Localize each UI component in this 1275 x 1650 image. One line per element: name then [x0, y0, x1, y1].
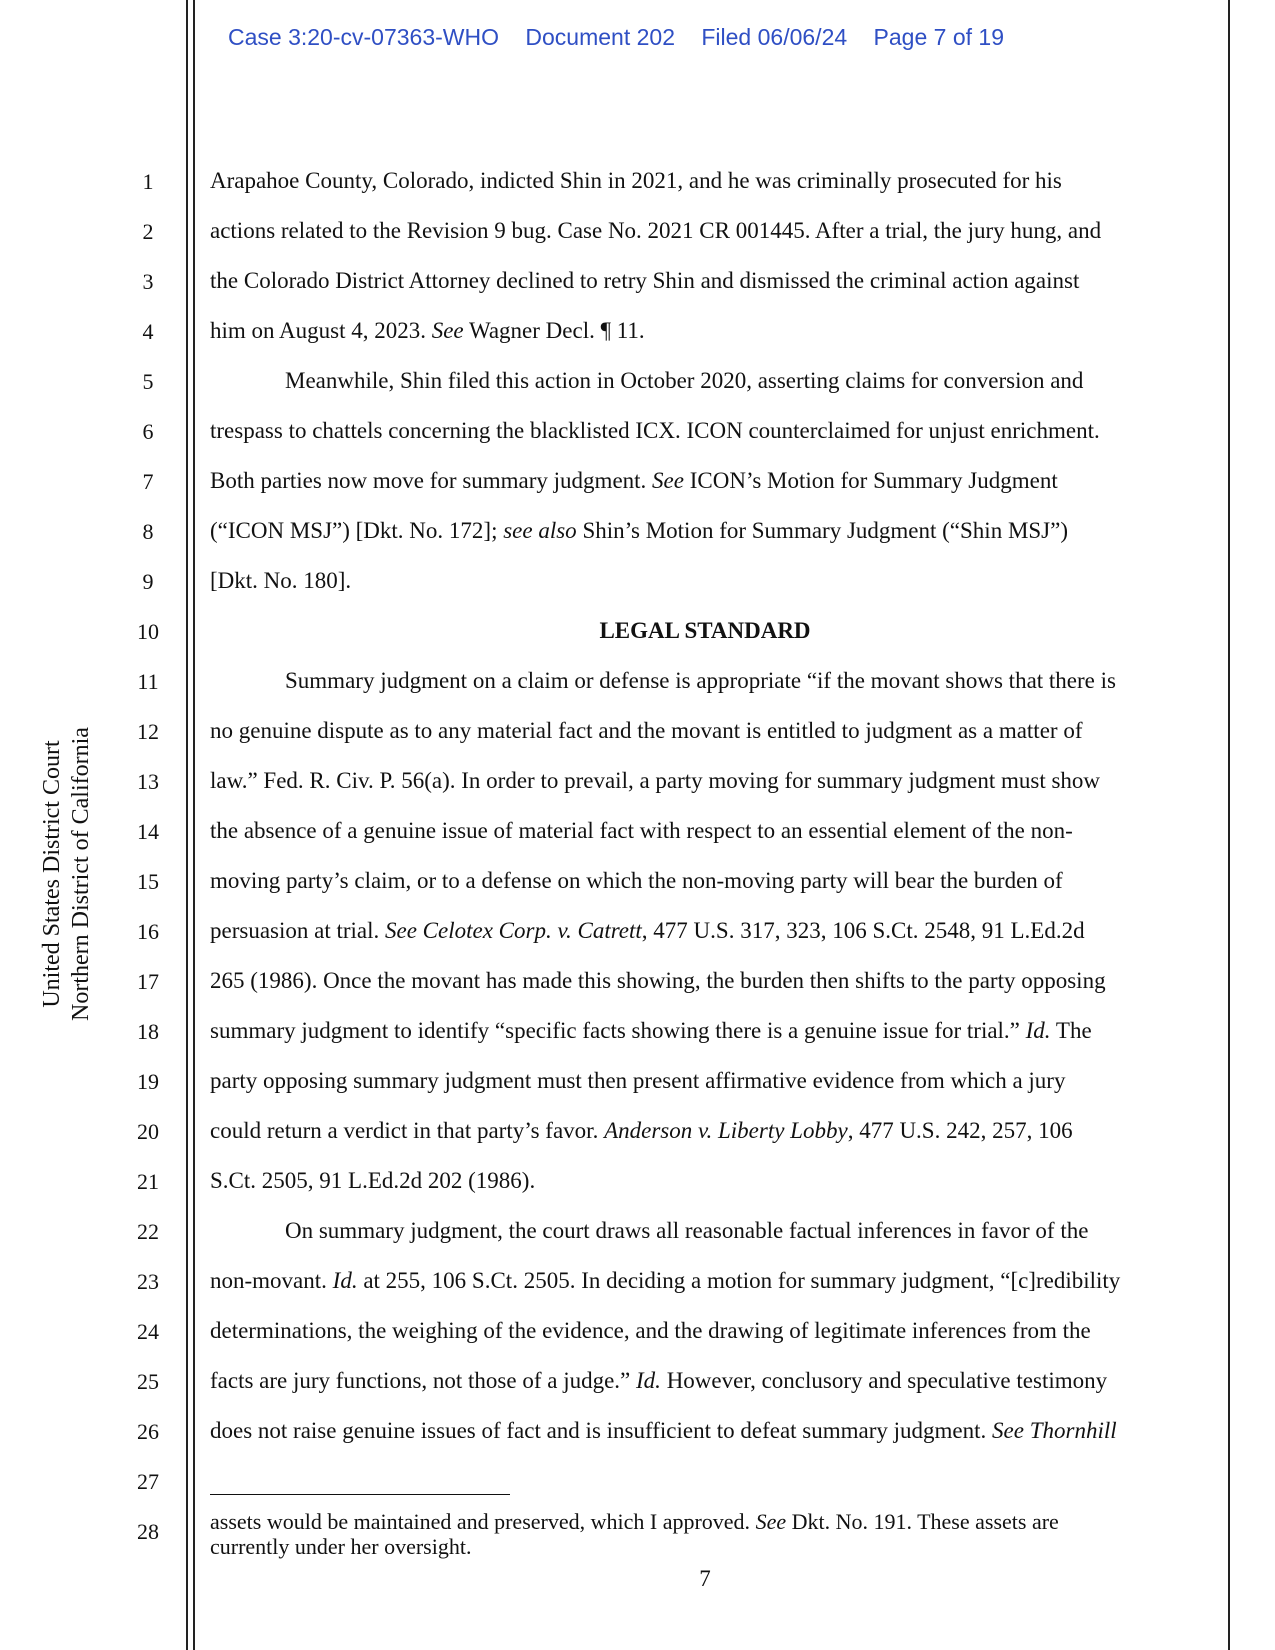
body-line: Both parties now move for summary judgment. See ICON’s Motion for Summary Judgment: [210, 468, 1058, 493]
body-line: the Colorado District Attorney declined to retry Shin and dismissed the criminal action against: [210, 268, 1080, 293]
court-name-line-1: United States District Court: [39, 740, 65, 1008]
line-number: 12: [137, 719, 159, 744]
body-line: facts are jury functions, not those of a judge.” Id. However, conclusory and speculative testimony: [210, 1368, 1108, 1393]
line-number: 25: [137, 1369, 159, 1394]
line-number: 14: [137, 819, 159, 844]
body-line: the absence of a genuine issue of material fact with respect to an essential element of the non-: [210, 818, 1073, 843]
body-line: could return a verdict in that party’s favor. Anderson v. Liberty Lobby, 477 U.S. 242, 257, 106: [210, 1118, 1073, 1143]
line-number: 15: [137, 869, 159, 894]
right-margin-rule: [1228, 0, 1230, 1650]
body-line: [Dkt. No. 180].: [210, 568, 352, 593]
body-line: actions related to the Revision 9 bug. Case No. 2021 CR 001445. After a trial, the jury hung, and: [210, 218, 1102, 243]
line-number: 4: [142, 319, 154, 344]
body-line: moving party’s claim, or to a defense on which the non-moving party will bear the burden of: [210, 868, 1063, 893]
line-number: 21: [137, 1169, 159, 1194]
line-number: 26: [137, 1419, 159, 1444]
left-margin-rule-inner: [193, 0, 195, 1650]
body-line: no genuine dispute as to any material fact and the movant is entitled to judgment as a matter of: [210, 718, 1083, 743]
footnote-line: currently under her oversight.: [210, 1534, 472, 1559]
line-number: 27: [137, 1469, 159, 1494]
body-line: trespass to chattels concerning the blacklisted ICX. ICON counterclaimed for unjust enrichment.: [210, 418, 1100, 443]
line-number: 8: [142, 519, 154, 544]
ecf-header: [228, 24, 1024, 51]
line-number: 5: [142, 369, 154, 394]
line-number: 7: [142, 469, 154, 494]
line-number: 23: [137, 1269, 159, 1294]
body-line: persuasion at trial. See Celotex Corp. v. Catrett, 477 U.S. 317, 323, 106 S.Ct. 2548, 91 L.Ed.2d: [210, 918, 1085, 943]
case-number: Case 3:20-cv-07363-WHO: [228, 24, 499, 50]
court-name-line-2: Northern District of California: [68, 727, 94, 1021]
body-line: Meanwhile, Shin filed this action in October 2020, asserting claims for conversion and: [285, 368, 1084, 393]
line-number: 16: [137, 919, 159, 944]
body-line: non-movant. Id. at 255, 106 S.Ct. 2505. In deciding a motion for summary judgment, “[c]redibility: [210, 1268, 1121, 1293]
line-number: 19: [137, 1069, 159, 1094]
body-line: (“ICON MSJ”) [Dkt. No. 172]; see also Shin’s Motion for Summary Judgment (“Shin MSJ”): [210, 518, 1068, 543]
body-line: party opposing summary judgment must then present affirmative evidence from which a jury: [210, 1068, 1066, 1093]
body-line: him on August 4, 2023. See Wagner Decl. ¶ 11.: [210, 318, 645, 343]
court-name-sidebar: [38, 714, 96, 1034]
page-number: 7: [699, 1566, 711, 1591]
line-number: 10: [137, 619, 159, 644]
line-number: 13: [137, 769, 159, 794]
line-number: 22: [137, 1219, 159, 1244]
line-number: 9: [142, 569, 154, 594]
line-number: 20: [137, 1119, 159, 1144]
body-line: Summary judgment on a claim or defense is appropriate “if the movant shows that there is: [285, 668, 1116, 693]
line-number: 24: [137, 1319, 159, 1344]
filed-date: Filed 06/06/24: [701, 24, 848, 50]
body-line: On summary judgment, the court draws all reasonable factual inferences in favor of the: [285, 1218, 1089, 1243]
line-number: 2: [142, 219, 154, 244]
line-number: 17: [137, 969, 159, 994]
left-margin-rule-outer: [186, 0, 188, 1650]
body-line: law.” Fed. R. Civ. P. 56(a). In order to prevail, a party moving for summary judgment must show: [210, 768, 1101, 793]
document-number: Document 202: [525, 24, 675, 50]
section-heading: LEGAL STANDARD: [599, 618, 811, 643]
body-line: Arapahoe County, Colorado, indicted Shin in 2021, and he was criminally prosecuted for his: [210, 168, 1062, 193]
body-line: does not raise genuine issues of fact and is insufficient to defeat summary judgment. See Thornhill: [210, 1418, 1117, 1443]
body-line: S.Ct. 2505, 91 L.Ed.2d 202 (1986).: [210, 1168, 536, 1193]
line-number: 18: [137, 1019, 159, 1044]
line-number: 1: [142, 169, 154, 194]
line-number: 28: [137, 1519, 159, 1544]
page-indicator: Page 7 of 19: [873, 24, 1004, 50]
body-line: 265 (1986). Once the movant has made this showing, the burden then shifts to the party opposing: [210, 968, 1106, 993]
body-line: summary judgment to identify “specific facts showing there is a genuine issue for trial.” Id. The: [210, 1018, 1092, 1043]
line-number: 6: [142, 419, 154, 444]
body-line: determinations, the weighing of the evidence, and the drawing of legitimate inferences from the: [210, 1318, 1091, 1343]
line-number: 11: [137, 669, 159, 694]
footnote-line: assets would be maintained and preserved, which I approved. See Dkt. No. 191. These assets are: [210, 1509, 1059, 1534]
line-number: 3: [142, 269, 154, 294]
footnote-separator: [210, 1494, 510, 1495]
